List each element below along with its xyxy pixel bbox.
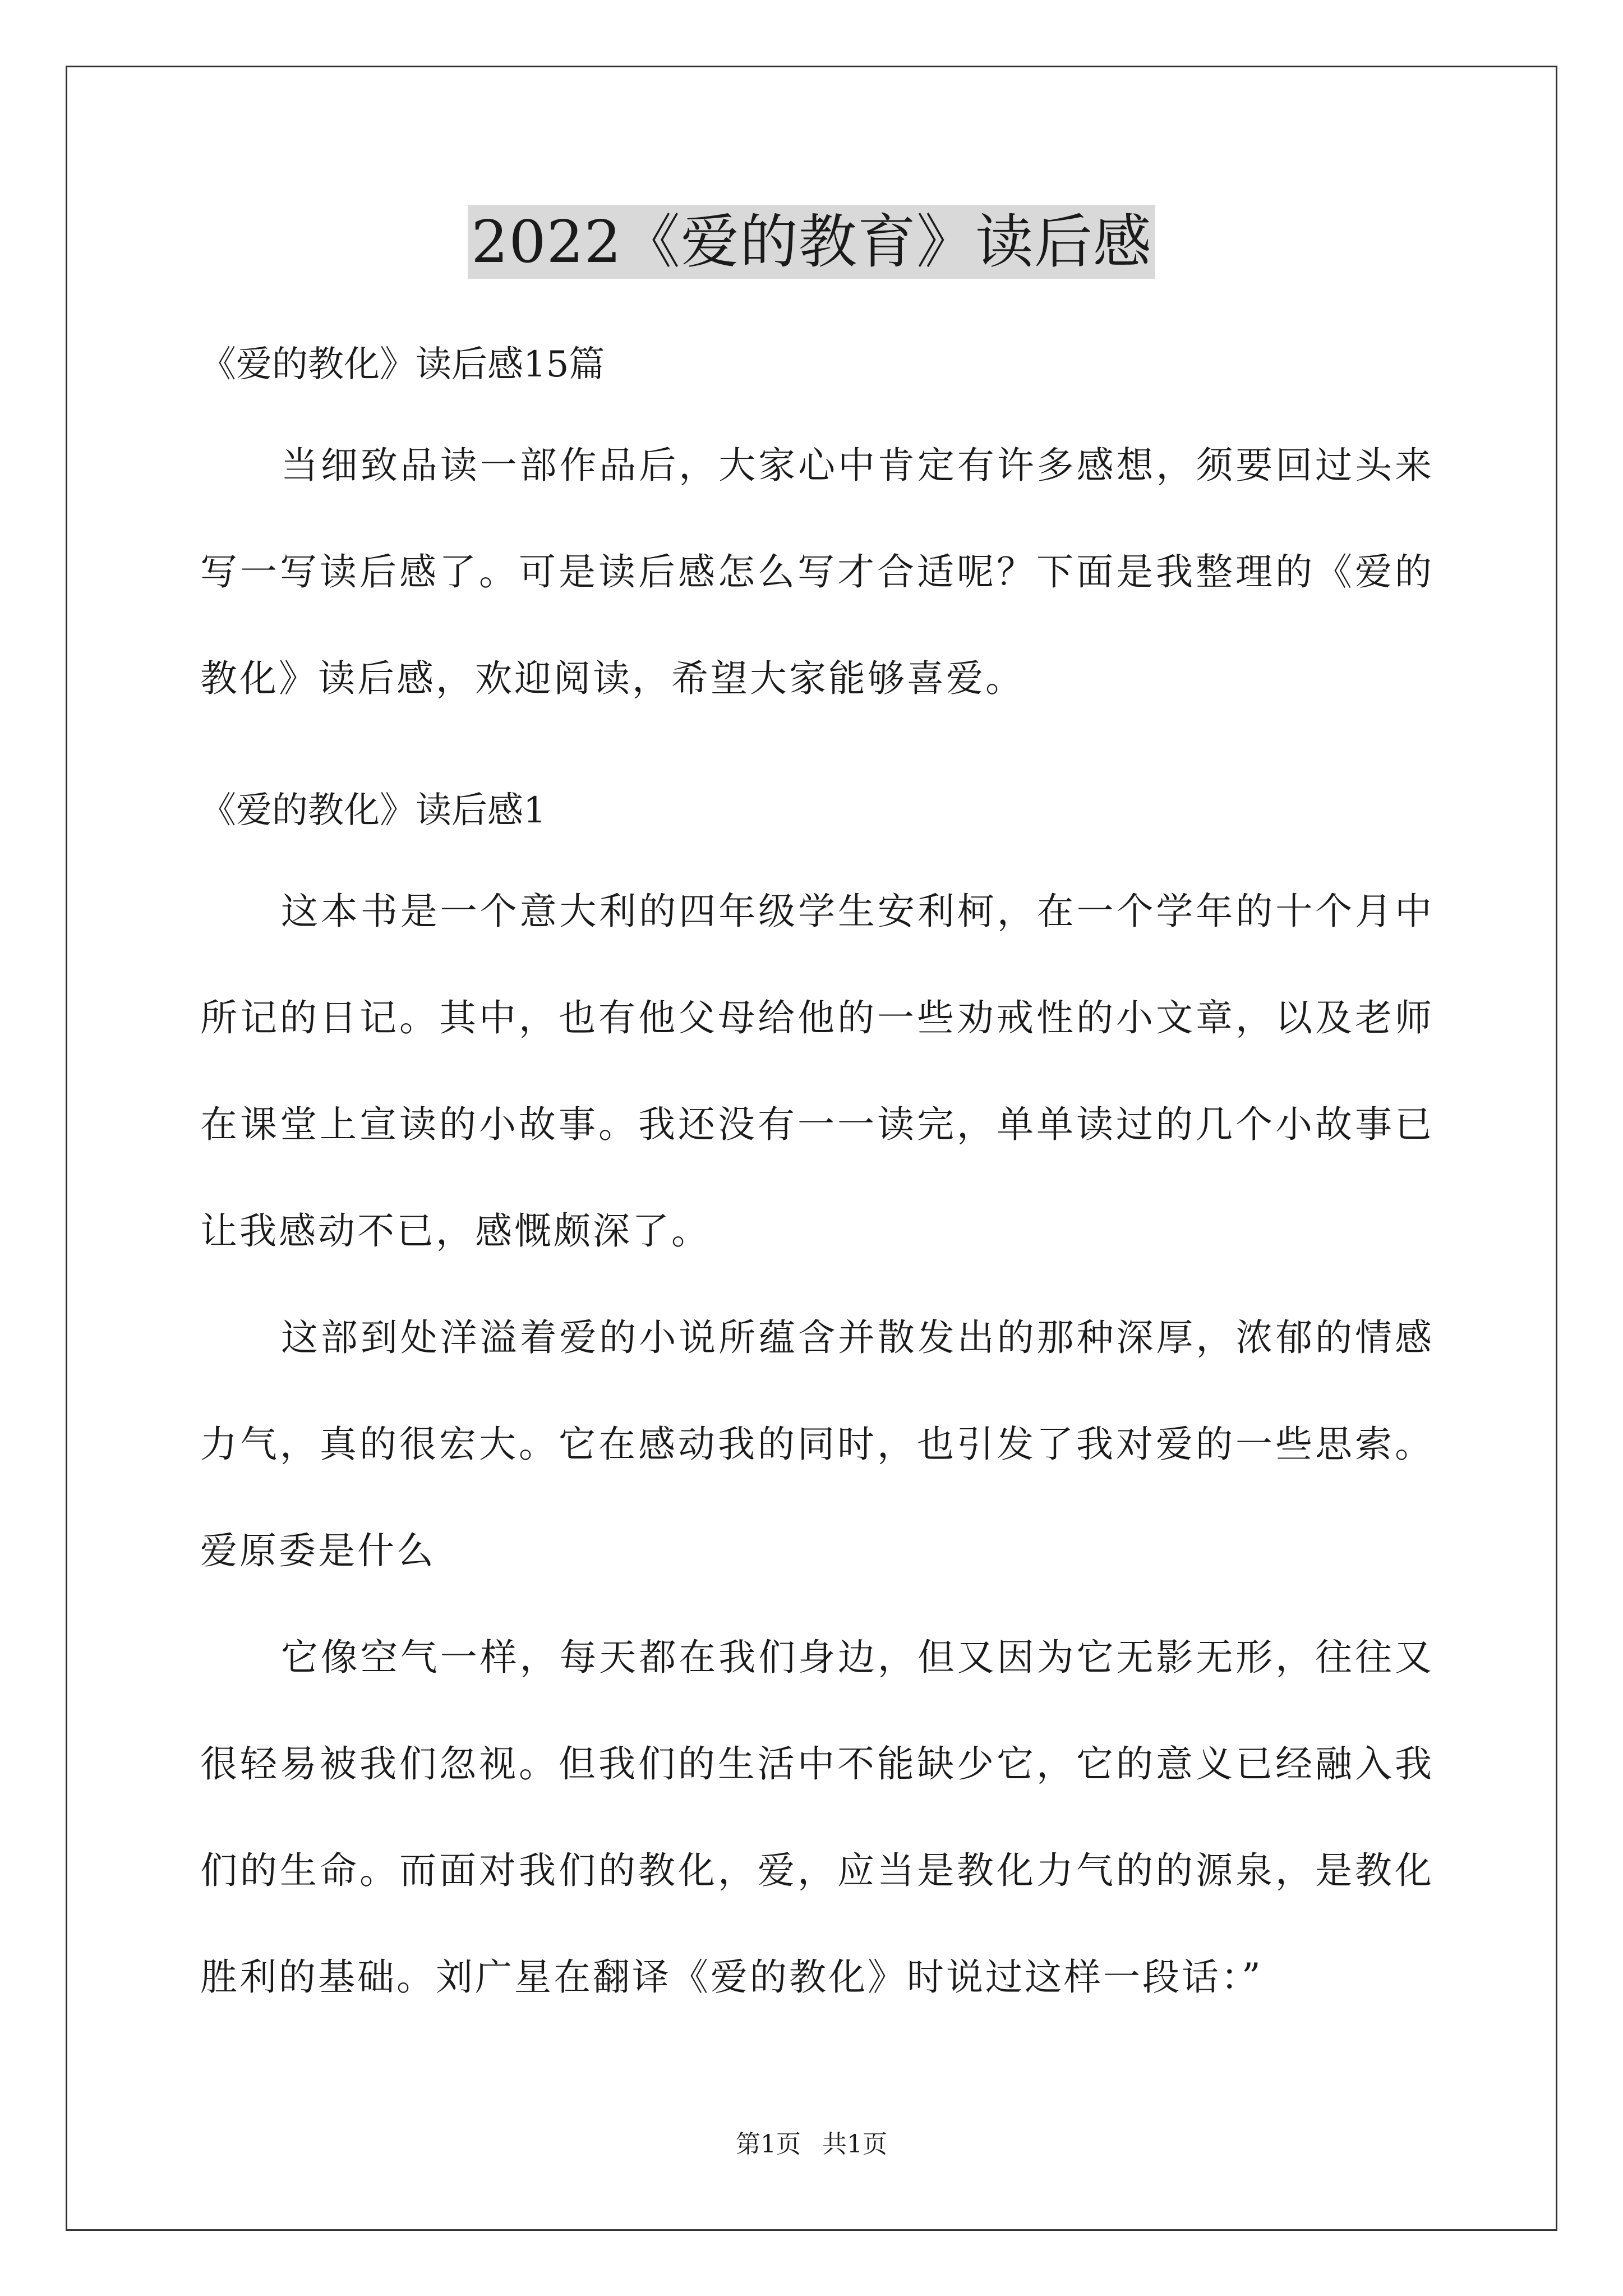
title-container (0, 205, 1623, 279)
body-paragraph-2: 这部到处洋溢着爱的小说所蕴含并散发出的那种深厚，浓郁的情感力气，真的很宏大。它在感动我的同时，也引发了我对爱的一些思索。爱原委是什么 (200, 1316, 1434, 1572)
page-number: 第1页 (736, 2130, 801, 2159)
page-footer (0, 2129, 1623, 2160)
intro-paragraph: 当细致品读一部作品后，大家心中肯定有许多感想，须要回过头来写一写读后感了。可是读后感怎么写才合适呢？下面是我整理的《爱的教化》读后感，欢迎阅读，希望大家能够喜爱。 (200, 444, 1434, 700)
document-title: 2022《爱的教育》读后感 (468, 205, 1155, 279)
body-paragraph-1: 这本书是一个意大利的四年级学生安利柯，在一个学年的十个月中所记的日记。其中，也有他父母给他的一些劝戒性的小文章，以及老师在课堂上宣读的小故事。我还没有一一读完，单单读过的几个小故事已让我感动不已，感慨颇深了。 (200, 890, 1434, 1253)
article-collection-heading: 《爱的教化》读后感15篇 (200, 344, 605, 385)
body-paragraph-3: 它像空气一样，每天都在我们身边，但又因为它无影无形，往往又很轻易被我们忽视。但我们的生活中不能缺少它，它的意义已经融入我们的生命。而面对我们的教化，爱，应当是教化力气的的源泉，是教化胜利的基础。刘广星在翻译《爱的教化》时说过这样一段话：” (200, 1636, 1434, 1999)
page-total: 共1页 (822, 2130, 887, 2159)
section-heading: 《爱的教化》读后感1 (200, 790, 546, 831)
